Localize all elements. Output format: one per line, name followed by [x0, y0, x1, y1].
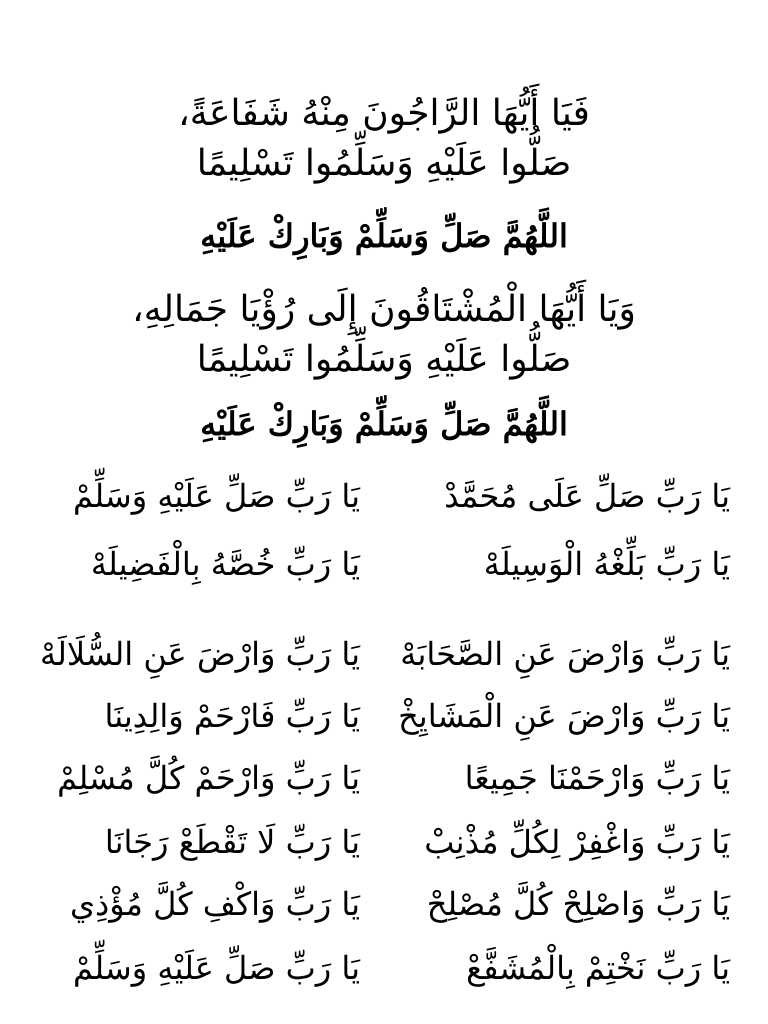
couplet-first-hemistich: يَا رَبِّ وَارْضَ عَنِ الصَّحَابَهْ	[400, 635, 730, 673]
couplet-first-hemistich: يَا رَبِّ بَلِّغْهُ الْوَسِيلَهْ	[483, 545, 730, 583]
couplet-first-hemistich: يَا رَبِّ نَخْتِمْ بِالْمُشَفَّعْ	[466, 949, 730, 987]
couplet-row	[0, 942, 768, 994]
couplet-row	[0, 690, 768, 742]
couplet-first-hemistich: يَا رَبِّ صَلِّ عَلَى مُحَمَّدْ	[444, 477, 730, 515]
couplet-second-hemistich: يَا رَبِّ فَارْحَمْ وَالِدِينَا	[104, 697, 360, 735]
couplet-first-hemistich: يَا رَبِّ وَاغْفِرْ لِكُلِّ مُذْنِبْ	[424, 823, 730, 861]
couplet-row	[0, 628, 768, 680]
salawat-refrain-2: اللَّهُمَّ صَلِّ وَسَلِّمْ وَبَارِكْ عَلَيْهِ	[200, 405, 568, 443]
couplet-row	[0, 470, 768, 522]
salawat-refrain-1: اللَّهُمَّ صَلِّ وَسَلِّمْ وَبَارِكْ عَلَيْهِ	[200, 217, 568, 255]
couplet-first-hemistich: يَا رَبِّ وَارْحَمْنَا جَمِيعًا	[464, 759, 730, 797]
header-verse-1: فَيَا أَيُّهَا الرَّاجُونَ مِنْهُ شَفَاعَةً،	[178, 93, 590, 134]
couplet-second-hemistich: يَا رَبِّ وَاكْفِ كُلَّ مُؤْذِي	[69, 885, 360, 923]
couplet-row	[0, 816, 768, 868]
couplet-second-hemistich: يَا رَبِّ لَا تَقْطَعْ رَجَانَا	[104, 823, 360, 861]
couplet-first-hemistich: يَا رَبِّ وَارْضَ عَنِ الْمَشَايِخْ	[398, 697, 730, 735]
couplet-row	[0, 538, 768, 590]
couplet-row	[0, 752, 768, 804]
couplet-second-hemistich: يَا رَبِّ وَارْحَمْ كُلَّ مُسْلِمْ	[57, 759, 360, 797]
couplet-second-hemistich: يَا رَبِّ خُصَّهُ بِالْفَضِيلَهْ	[90, 545, 360, 583]
header-verse-4: صَلُّوا عَلَيْهِ وَسَلِّمُوا تَسْلِيمًا	[196, 339, 572, 380]
couplet-second-hemistich: يَا رَبِّ صَلِّ عَلَيْهِ وَسَلِّمْ	[73, 949, 360, 987]
couplet-first-hemistich: يَا رَبِّ وَاصْلِحْ كُلَّ مُصْلِحْ	[426, 885, 730, 923]
couplet-second-hemistich: يَا رَبِّ وَارْضَ عَنِ السُّلَالَهْ	[39, 635, 360, 673]
couplet-row	[0, 878, 768, 930]
header-verse-3: وَيَا أَيُّهَا الْمُشْتَاقُونَ إِلَى رُؤْيَا جَمَالِهِ،	[132, 289, 636, 330]
header-verse-2: صَلُّوا عَلَيْهِ وَسَلِّمُوا تَسْلِيمًا	[196, 143, 572, 184]
couplet-second-hemistich: يَا رَبِّ صَلِّ عَلَيْهِ وَسَلِّمْ	[73, 477, 360, 515]
